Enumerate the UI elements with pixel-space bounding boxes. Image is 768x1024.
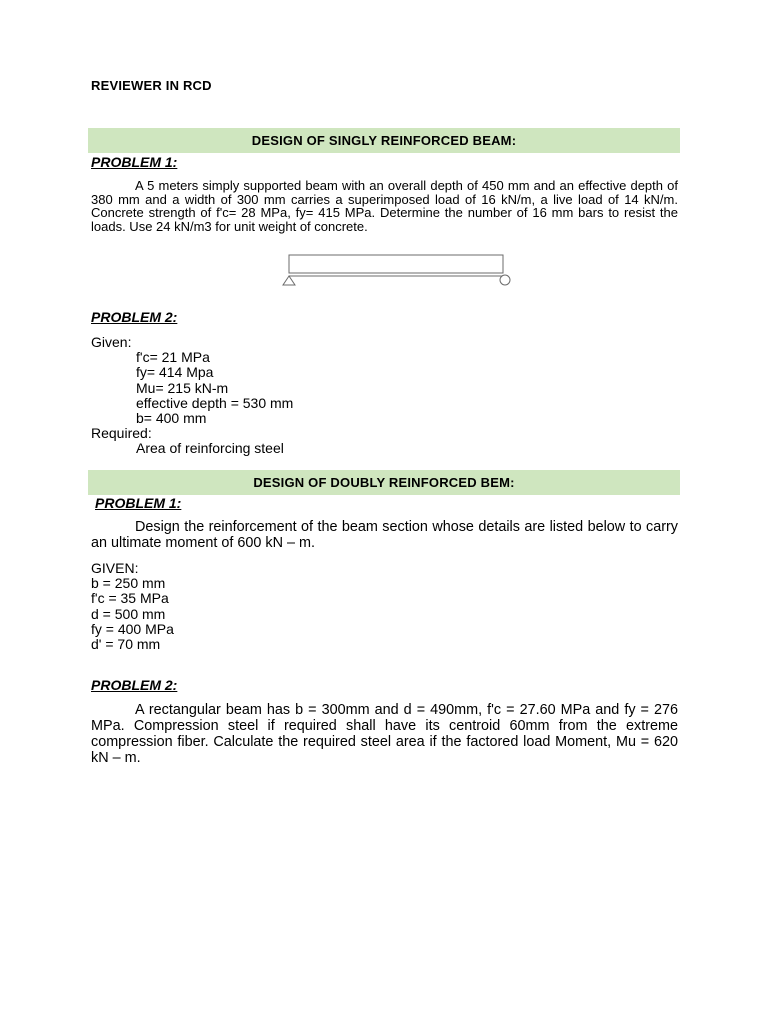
given-item: d = 500 mm <box>91 605 166 622</box>
given-item: Mu= 215 kN-m <box>136 379 229 396</box>
problem2-text-doubly: A rectangular beam has b = 300mm and d = 490mm, f'c = 27.60 MPa and fy = 276 MPa. Compression steel if required shall have its centroid 60mm from the extreme compression fiber. Calculate the required steel area if the factored load Moment, Mu = 620 kN – m. <box>91 702 678 766</box>
given-item: b= 400 mm <box>136 410 207 427</box>
roller-support <box>500 275 510 285</box>
problem2-label-doubly: PROBLEM 2: <box>91 677 178 693</box>
section-heading-singly <box>88 128 680 153</box>
given-item: f'c= 21 MPa <box>136 349 210 366</box>
required-label: Required: <box>91 425 152 442</box>
beam-diagram <box>280 252 514 286</box>
given-item: fy = 400 MPa <box>91 620 174 637</box>
problem1-given-block-doubly <box>91 561 174 652</box>
required-item: Area of reinforcing steel <box>136 440 284 457</box>
given-item: f'c = 35 MPa <box>91 590 169 607</box>
given-item: fy= 414 Mpa <box>136 364 214 381</box>
problem1-text-singly: A 5 meters simply supported beam with an overall depth of 450 mm and an effective depth of 380 mm and a width of 300 mm carries a superimposed load of 16 kN/m, a live load of 14 kN/m. Concrete strength of f'c= 28 MPa, fy= 415 MPa. Determine the number of 16 mm bars to resist the loads. Use 24 kN/m3 for unit weight of concrete. <box>91 178 678 234</box>
problem1-label-singly: PROBLEM 1: <box>91 154 178 170</box>
document-title: REVIEWER IN RCD <box>91 78 212 93</box>
given-label: Given: <box>91 334 132 350</box>
section-heading-doubly-text: DESIGN OF DOUBLY REINFORCED BEM: <box>253 475 515 490</box>
pin-support <box>283 276 295 285</box>
problem2-given-block <box>91 335 293 457</box>
beam-body <box>289 255 503 273</box>
section-heading-singly-text: DESIGN OF SINGLY REINFORCED BEAM: <box>251 133 517 148</box>
given-item: b = 250 mm <box>91 575 166 592</box>
problem1-label-doubly: PROBLEM 1: <box>95 495 182 511</box>
problem1-text-doubly: Design the reinforcement of the beam section whose details are listed below to carry an ultimate moment of 600 kN – m. <box>91 519 678 551</box>
given-item: effective depth = 530 mm <box>136 394 294 411</box>
given-item: d' = 70 mm <box>91 636 161 653</box>
section-heading-doubly <box>88 470 680 495</box>
problem2-label-singly: PROBLEM 2: <box>91 309 178 325</box>
given-label: GIVEN: <box>91 560 139 576</box>
